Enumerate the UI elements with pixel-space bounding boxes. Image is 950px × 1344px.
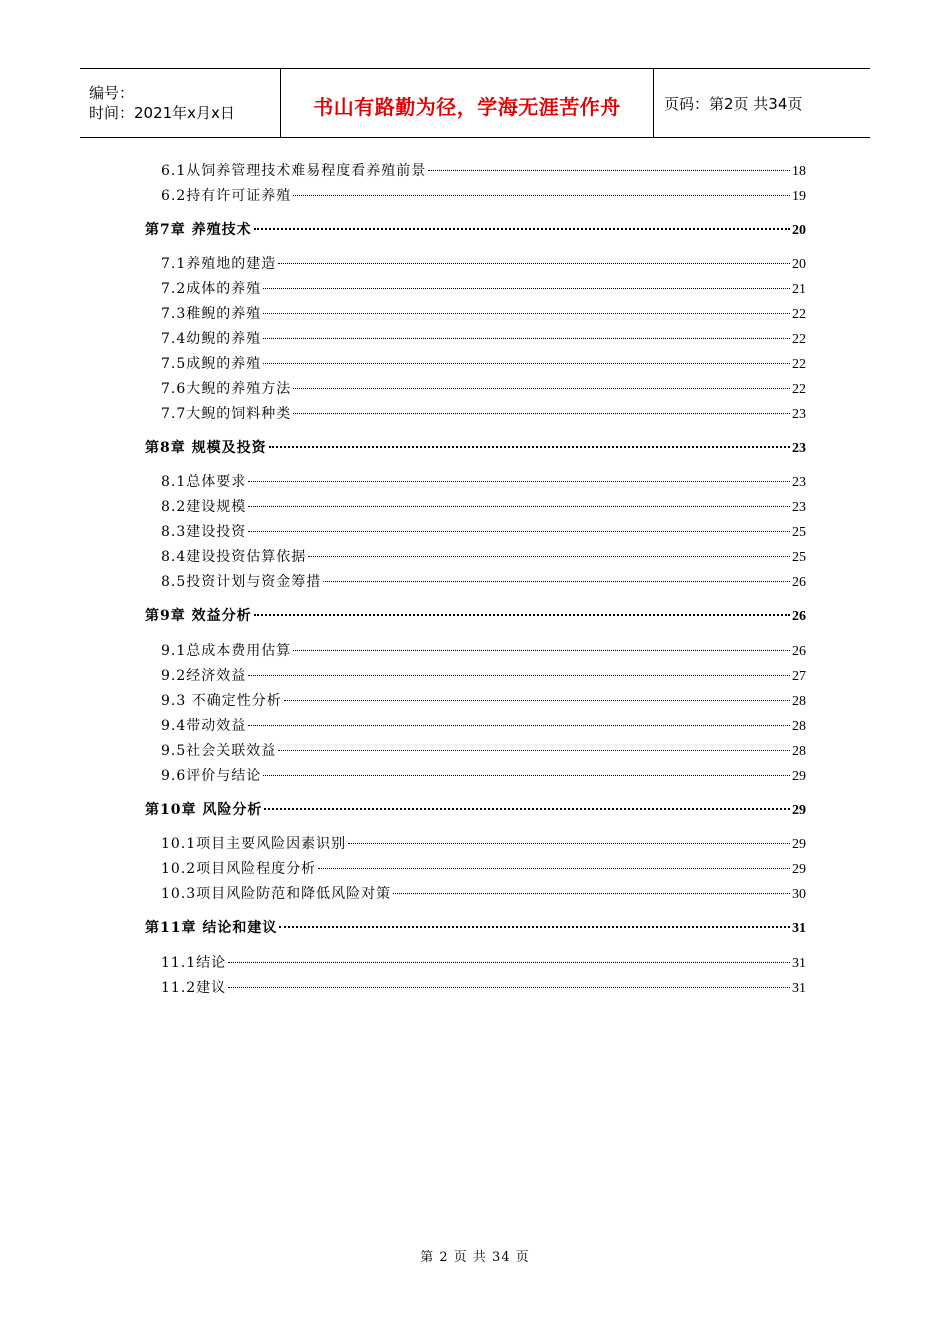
- toc-entry-page: 25: [792, 550, 806, 565]
- toc-entry-page: 28: [792, 719, 806, 734]
- toc-section-entry[interactable]: [161, 766, 806, 786]
- toc-entry-title: 6.2持有许可证养殖: [161, 188, 292, 204]
- toc-chapter-entry[interactable]: [145, 606, 806, 626]
- toc-entry-title: 9.4带动效益: [161, 718, 247, 734]
- toc-dot-leader: [263, 363, 790, 364]
- toc-entry-title: 7.2成体的养殖: [161, 281, 262, 297]
- toc-entry-title: 7.4幼鲵的养殖: [161, 331, 262, 347]
- toc-entry-page: 31: [792, 981, 806, 996]
- toc-chapter-entry[interactable]: [145, 918, 806, 938]
- toc-entry-page: 29: [792, 803, 806, 818]
- toc-section-entry[interactable]: [161, 953, 806, 973]
- document-date: 时间：2021年x月x日: [89, 104, 235, 122]
- header-page-info-cell: [654, 69, 870, 137]
- toc-section-entry[interactable]: [161, 741, 806, 761]
- toc-entry-page: 28: [792, 694, 806, 709]
- toc-entry-page: 26: [792, 644, 806, 659]
- toc-entry-title: 6.1从饲养管理技术难易程度看养殖前景: [161, 163, 427, 179]
- page-footer: 第 2 页 共 34 页: [420, 1250, 530, 1265]
- toc-entry-page: 29: [792, 769, 806, 784]
- toc-entry-page: 20: [792, 223, 806, 238]
- toc-section-entry[interactable]: [161, 547, 806, 567]
- toc-entry-page: 19: [792, 189, 806, 204]
- toc-dot-leader: [263, 313, 790, 314]
- toc-entry-page: 23: [792, 500, 806, 515]
- toc-entry-title: 9.3 不确定性分析: [161, 693, 282, 709]
- toc-dot-leader: [428, 170, 790, 171]
- toc-section-entry[interactable]: [161, 379, 806, 399]
- toc-entry-page: 31: [792, 956, 806, 971]
- toc-dot-leader: [308, 556, 790, 557]
- toc-section-entry[interactable]: [161, 254, 806, 274]
- toc-section-entry[interactable]: [161, 497, 806, 517]
- toc-dot-leader: [393, 893, 790, 894]
- toc-entry-title: 11.1结论: [161, 955, 227, 971]
- toc-entry-title: 9.1总成本费用估算: [161, 643, 292, 659]
- toc-dot-leader: [269, 446, 790, 448]
- toc-dot-leader: [293, 650, 790, 651]
- toc-section-entry[interactable]: [161, 691, 806, 711]
- toc-dot-leader: [228, 962, 790, 963]
- toc-section-entry[interactable]: [161, 404, 806, 424]
- toc-entry-title: 9.5社会关联效益: [161, 743, 277, 759]
- toc-entry-title: 8.5投资计划与资金筹措: [161, 574, 322, 590]
- toc-dot-leader: [278, 750, 790, 751]
- toc-dot-leader: [264, 808, 790, 810]
- toc-entry-page: 26: [792, 609, 806, 624]
- toc-entry-page: 29: [792, 837, 806, 852]
- header-motto-cell: [281, 69, 654, 137]
- toc-entry-title: 7.5成鲵的养殖: [161, 356, 262, 372]
- header-meta: [80, 69, 281, 137]
- toc-section-entry[interactable]: [161, 161, 806, 181]
- toc-dot-leader: [248, 725, 790, 726]
- toc-dot-leader: [248, 481, 790, 482]
- toc-chapter-entry[interactable]: [145, 800, 806, 820]
- toc-entry-title: 7.7大鲵的饲料种类: [161, 406, 292, 422]
- toc-chapter-entry[interactable]: [145, 220, 806, 240]
- toc-entry-title: 第10章 风险分析: [145, 802, 263, 818]
- toc-dot-leader: [228, 987, 790, 988]
- toc-dot-leader: [263, 775, 790, 776]
- toc-section-entry[interactable]: [161, 716, 806, 736]
- page-header: [80, 68, 870, 138]
- toc-section-entry[interactable]: [161, 978, 806, 998]
- toc-entry-title: 10.1项目主要风险因素识别: [161, 836, 347, 852]
- toc-entry-page: 31: [792, 921, 806, 936]
- toc-dot-leader: [323, 581, 790, 582]
- toc-dot-leader: [248, 506, 790, 507]
- toc-dot-leader: [278, 263, 790, 264]
- toc-dot-leader: [293, 413, 790, 414]
- toc-entry-title: 11.2建议: [161, 980, 227, 996]
- toc-section-entry[interactable]: [161, 859, 806, 879]
- toc-entry-page: 22: [792, 332, 806, 347]
- toc-dot-leader: [254, 228, 790, 230]
- toc-entry-page: 23: [792, 441, 806, 456]
- toc-dot-leader: [263, 288, 790, 289]
- toc-dot-leader: [348, 843, 790, 844]
- toc-entry-title: 第11章 结论和建议: [145, 920, 278, 936]
- toc-section-entry[interactable]: [161, 329, 806, 349]
- toc-section-entry[interactable]: [161, 572, 806, 592]
- toc-entry-title: 第8章 规模及投资: [145, 440, 267, 456]
- toc-dot-leader: [293, 388, 790, 389]
- toc-dot-leader: [263, 338, 790, 339]
- toc-entry-title: 8.2建设规模: [161, 499, 247, 515]
- toc-entry-page: 22: [792, 357, 806, 372]
- toc-dot-leader: [248, 531, 790, 532]
- toc-section-entry[interactable]: [161, 834, 806, 854]
- toc-entry-page: 18: [792, 164, 806, 179]
- toc-section-entry[interactable]: [161, 186, 806, 206]
- toc-chapter-entry[interactable]: [145, 438, 806, 458]
- toc-entry-page: 20: [792, 257, 806, 272]
- toc-entry-page: 23: [792, 407, 806, 422]
- toc-section-entry[interactable]: [161, 641, 806, 661]
- toc-dot-leader: [293, 195, 790, 196]
- toc-entry-title: 10.2项目风险程度分析: [161, 861, 317, 877]
- toc-entry-title: 8.4建设投资估算依据: [161, 549, 307, 565]
- toc-entry-title: 第9章 效益分析: [145, 608, 252, 624]
- toc-entry-title: 8.3建设投资: [161, 524, 247, 540]
- toc-dot-leader: [284, 700, 790, 701]
- toc-entry-page: 23: [792, 475, 806, 490]
- toc-dot-leader: [318, 868, 790, 869]
- toc-entry-title: 7.6大鲵的养殖方法: [161, 381, 292, 397]
- toc-section-entry[interactable]: [161, 279, 806, 299]
- toc-entry-page: 22: [792, 382, 806, 397]
- toc-entry-page: 28: [792, 744, 806, 759]
- toc-entry-title: 7.1养殖地的建造: [161, 256, 277, 272]
- toc-dot-leader: [279, 926, 790, 928]
- toc-dot-leader: [254, 614, 790, 616]
- toc-section-entry[interactable]: [161, 666, 806, 686]
- toc-entry-title: 第7章 养殖技术: [145, 222, 252, 238]
- toc-entry-page: 25: [792, 525, 806, 540]
- toc-section-entry[interactable]: [161, 472, 806, 492]
- toc-entry-title: 7.3稚鲵的养殖: [161, 306, 262, 322]
- toc-entry-page: 26: [792, 575, 806, 590]
- document-code-label: 编号：: [89, 84, 135, 102]
- toc-dot-leader: [248, 675, 790, 676]
- toc-entry-page: 30: [792, 887, 806, 902]
- header-motto: 书山有路勤为径，学海无涯苦作舟: [313, 94, 621, 119]
- toc-section-entry[interactable]: [161, 884, 806, 904]
- toc-section-entry[interactable]: [161, 354, 806, 374]
- toc-entry-title: 9.6评价与结论: [161, 768, 262, 784]
- toc-entry-page: 27: [792, 669, 806, 684]
- toc-entry-page: 29: [792, 862, 806, 877]
- toc-entry-page: 21: [792, 282, 806, 297]
- toc-entry-page: 22: [792, 307, 806, 322]
- toc-entry-title: 10.3项目风险防范和降低风险对策: [161, 886, 392, 902]
- toc-section-entry[interactable]: [161, 304, 806, 324]
- toc-entry-title: 8.1总体要求: [161, 474, 247, 490]
- toc-entry-title: 9.2经济效益: [161, 668, 247, 684]
- toc-section-entry[interactable]: [161, 522, 806, 542]
- header-page-info: 页码：第2页 共34页: [664, 94, 803, 113]
